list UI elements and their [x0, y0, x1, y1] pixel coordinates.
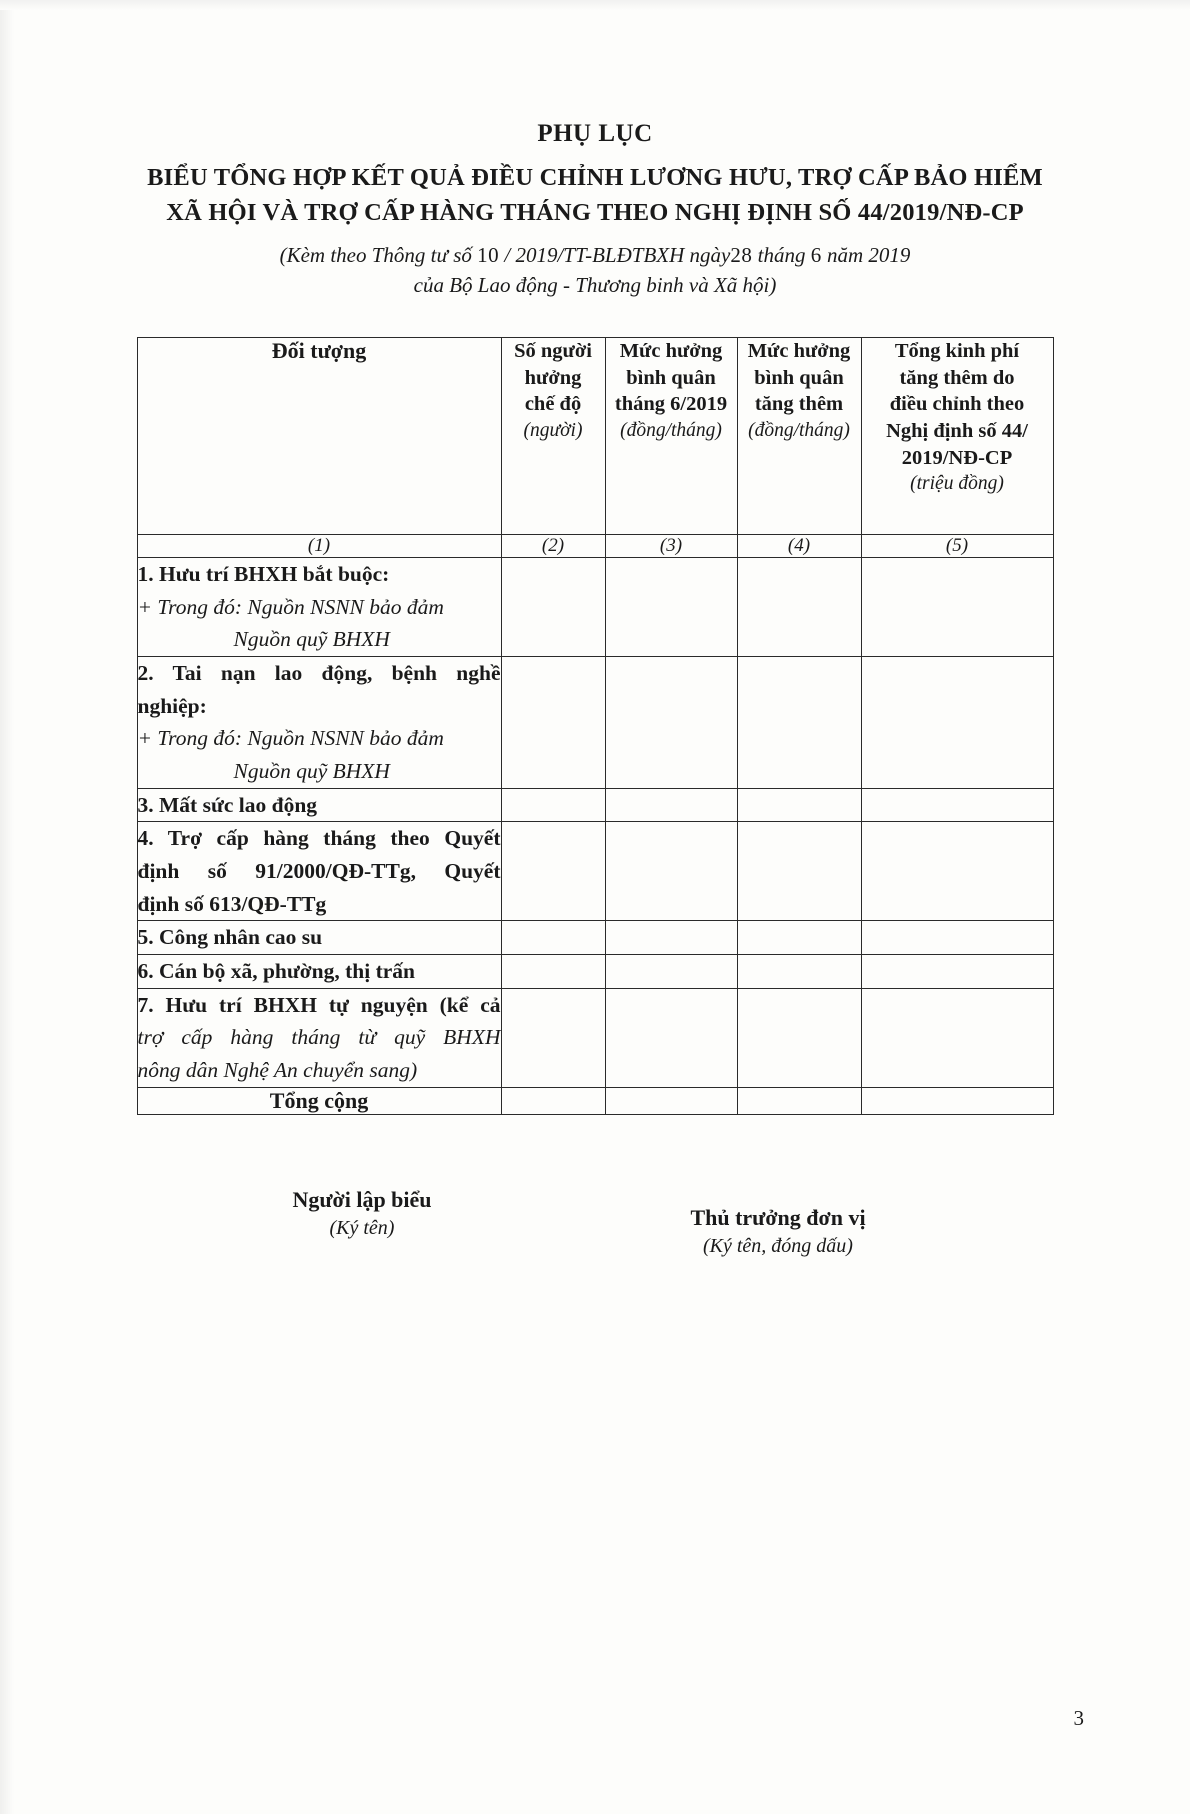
- title-block: [0, 120, 1190, 298]
- header-col4-unit: (đồng/tháng): [748, 419, 850, 441]
- row-label-1: [137, 558, 501, 657]
- total-value-people[interactable]: [501, 1087, 605, 1114]
- row-2-line-1: 2. Tai nạn lao động, bệnh nghề: [137, 661, 501, 686]
- table-row: [137, 921, 1053, 955]
- subheading-line-1: [0, 240, 1190, 272]
- row-7-value-avg-june[interactable]: [605, 988, 737, 1087]
- row-1-value-people[interactable]: [501, 558, 605, 657]
- row-label-4: [137, 822, 501, 921]
- signature-block: [0, 1187, 1190, 1307]
- row-6-value-avg-increase[interactable]: [737, 955, 861, 989]
- column-number-row: [137, 535, 1053, 558]
- table-total-row: [137, 1087, 1053, 1114]
- handwritten-month: 6: [810, 242, 822, 267]
- summary-table: [137, 337, 1054, 1115]
- row-1-value-total[interactable]: [861, 558, 1053, 657]
- table-row: [137, 822, 1053, 921]
- total-row-label: Tổng cộng: [137, 1087, 501, 1114]
- header-col2-unit: (người): [523, 419, 583, 441]
- row-7-line-3: nông dân Nghệ An chuyển sang): [137, 1058, 418, 1083]
- signature-head-title: Thủ trưởng đơn vị: [690, 1204, 866, 1230]
- row-1-value-avg-june[interactable]: [605, 558, 737, 657]
- heading-line-2-prefix: XÃ HỘI VÀ TRỢ CẤP HÀNG THÁNG THEO NGHỊ ĐỊNH SỐ: [166, 198, 852, 226]
- handwritten-day: 28: [730, 242, 753, 267]
- row-2-line-3: + Trong đó: Nguồn NSNN bảo đảm: [137, 726, 444, 751]
- sub-part-2: / 2019/TT-BLĐTBXH ngày: [504, 242, 731, 267]
- col-number-3: (3): [605, 535, 737, 558]
- row-3-value-avg-increase[interactable]: [737, 788, 861, 822]
- row-5-value-people[interactable]: [501, 921, 605, 955]
- table-row: [137, 788, 1053, 822]
- header-col4-line1: Mức hưởng: [747, 340, 851, 363]
- header-col-avg-june: [605, 338, 737, 535]
- row-2-value-people[interactable]: [501, 657, 605, 789]
- header-col-total-funding: [861, 338, 1053, 535]
- row-label-2: [137, 657, 501, 789]
- signature-head: [628, 1205, 928, 1258]
- total-value-total[interactable]: [861, 1087, 1053, 1114]
- table-row: [137, 558, 1053, 657]
- row-5-value-avg-increase[interactable]: [737, 921, 861, 955]
- header-col3-line1: Mức hưởng: [619, 340, 723, 363]
- row-4-line-1: 4. Trợ cấp hàng tháng theo Quyết: [137, 826, 501, 851]
- header-col2-line1: Số người: [514, 340, 592, 363]
- heading-line-1: BIỂU TỔNG HỢP KẾT QUẢ ĐIỀU CHỈNH LƯƠNG HƯU, TRỢ CẤP BẢO HIỂM: [147, 164, 1043, 191]
- row-2-value-total[interactable]: [861, 657, 1053, 789]
- table-row: [137, 657, 1053, 789]
- row-7-line-2: trợ cấp hàng tháng từ quỹ BHXH: [137, 1025, 501, 1050]
- row-2-line-4: Nguồn quỹ BHXH: [233, 759, 390, 784]
- header-col3-unit: (đồng/tháng): [620, 419, 722, 441]
- row-3-value-total[interactable]: [861, 788, 1053, 822]
- row-label-3: [137, 788, 501, 822]
- header-col5-line3: điều chỉnh theo: [889, 393, 1025, 416]
- row-1-value-avg-increase[interactable]: [737, 558, 861, 657]
- row-4-value-total[interactable]: [861, 822, 1053, 921]
- col-number-2: (2): [501, 535, 605, 558]
- row-2-line-2: nghiệp:: [137, 693, 207, 718]
- row-3-line-1: 3. Mất sức lao động: [137, 792, 318, 817]
- header-col2-line3: chế độ: [524, 393, 582, 416]
- total-value-avg-june[interactable]: [605, 1087, 737, 1114]
- header-col-people: [501, 338, 605, 535]
- signature-preparer-title: Người lập biểu: [292, 1186, 432, 1212]
- page-number: 3: [1073, 1706, 1084, 1730]
- row-1-line-2: + Trong đó: Nguồn NSNN bảo đảm: [137, 594, 444, 619]
- row-6-value-total[interactable]: [861, 955, 1053, 989]
- row-4-line-3: định số 613/QĐ-TTg: [137, 891, 327, 916]
- row-7-value-avg-increase[interactable]: [737, 988, 861, 1087]
- heading-decree-number: 44/2019/NĐ-CP: [857, 198, 1024, 226]
- row-3-value-avg-june[interactable]: [605, 788, 737, 822]
- row-7-line-1: 7. Hưu trí BHXH tự nguyện (kể cả: [137, 992, 501, 1017]
- header-col3-line2: bình quân: [626, 366, 716, 389]
- appendix-title: PHỤ LỤC: [537, 120, 653, 147]
- table-row: [137, 955, 1053, 989]
- row-label-5: [137, 921, 501, 955]
- header-col5-line4: Nghị định số 44/: [886, 419, 1028, 442]
- handwritten-circular-number: 10: [477, 242, 500, 267]
- col-number-5: (5): [861, 535, 1053, 558]
- sub-part-1: (Kèm theo Thông tư số: [279, 242, 472, 267]
- header-col5-line5: 2019/NĐ-CP: [901, 446, 1013, 469]
- signature-preparer: [232, 1187, 492, 1240]
- row-5-value-avg-june[interactable]: [605, 921, 737, 955]
- table-header-row: [137, 338, 1053, 535]
- row-5-line-1: 5. Công nhân cao su: [137, 925, 323, 950]
- row-2-value-avg-june[interactable]: [605, 657, 737, 789]
- header-col5-line2: tăng thêm do: [899, 366, 1015, 389]
- row-4-line-2: định số 91/2000/QĐ-TTg, Quyết: [137, 859, 501, 884]
- header-col-avg-increase: [737, 338, 861, 535]
- row-4-value-avg-june[interactable]: [605, 822, 737, 921]
- header-col5-line1: Tổng kinh phí: [894, 340, 1020, 363]
- row-2-value-avg-increase[interactable]: [737, 657, 861, 789]
- subheading-line-2: của Bộ Lao động - Thương binh và Xã hội): [413, 273, 777, 298]
- row-6-line-1: 6. Cán bộ xã, phường, thị trấn: [137, 959, 415, 984]
- total-value-avg-increase[interactable]: [737, 1087, 861, 1114]
- row-7-value-people[interactable]: [501, 988, 605, 1087]
- header-col-object: Đối tượng: [137, 338, 501, 535]
- header-col2-line2: hưởng: [524, 366, 582, 389]
- row-7-value-total[interactable]: [861, 988, 1053, 1087]
- sub-part-3: tháng: [757, 242, 806, 267]
- row-5-value-total[interactable]: [861, 921, 1053, 955]
- signature-head-note: (Ký tên, đóng dấu): [703, 1234, 853, 1257]
- row-label-7: [137, 988, 501, 1087]
- signature-preparer-note: (Ký tên): [329, 1216, 395, 1239]
- sub-part-4: năm 2019: [826, 242, 911, 267]
- col-number-1: (1): [137, 535, 501, 558]
- col-number-4: (4): [737, 535, 861, 558]
- table-row: [137, 988, 1053, 1087]
- row-1-line-3: Nguồn quỹ BHXH: [233, 627, 390, 652]
- header-col4-line3: tăng thêm: [754, 393, 844, 416]
- row-6-value-avg-june[interactable]: [605, 955, 737, 989]
- header-col3-line3: tháng 6/2019: [614, 393, 728, 416]
- heading-line-2: [0, 196, 1190, 231]
- row-4-value-people[interactable]: [501, 822, 605, 921]
- row-1-line-1: 1. Hưu trí BHXH bắt buộc:: [137, 562, 390, 587]
- row-6-value-people[interactable]: [501, 955, 605, 989]
- row-3-value-people[interactable]: [501, 788, 605, 822]
- row-4-value-avg-increase[interactable]: [737, 822, 861, 921]
- header-col5-unit: (triệu đồng): [910, 473, 1004, 495]
- row-label-6: [137, 955, 501, 989]
- header-col4-line2: bình quân: [754, 366, 844, 389]
